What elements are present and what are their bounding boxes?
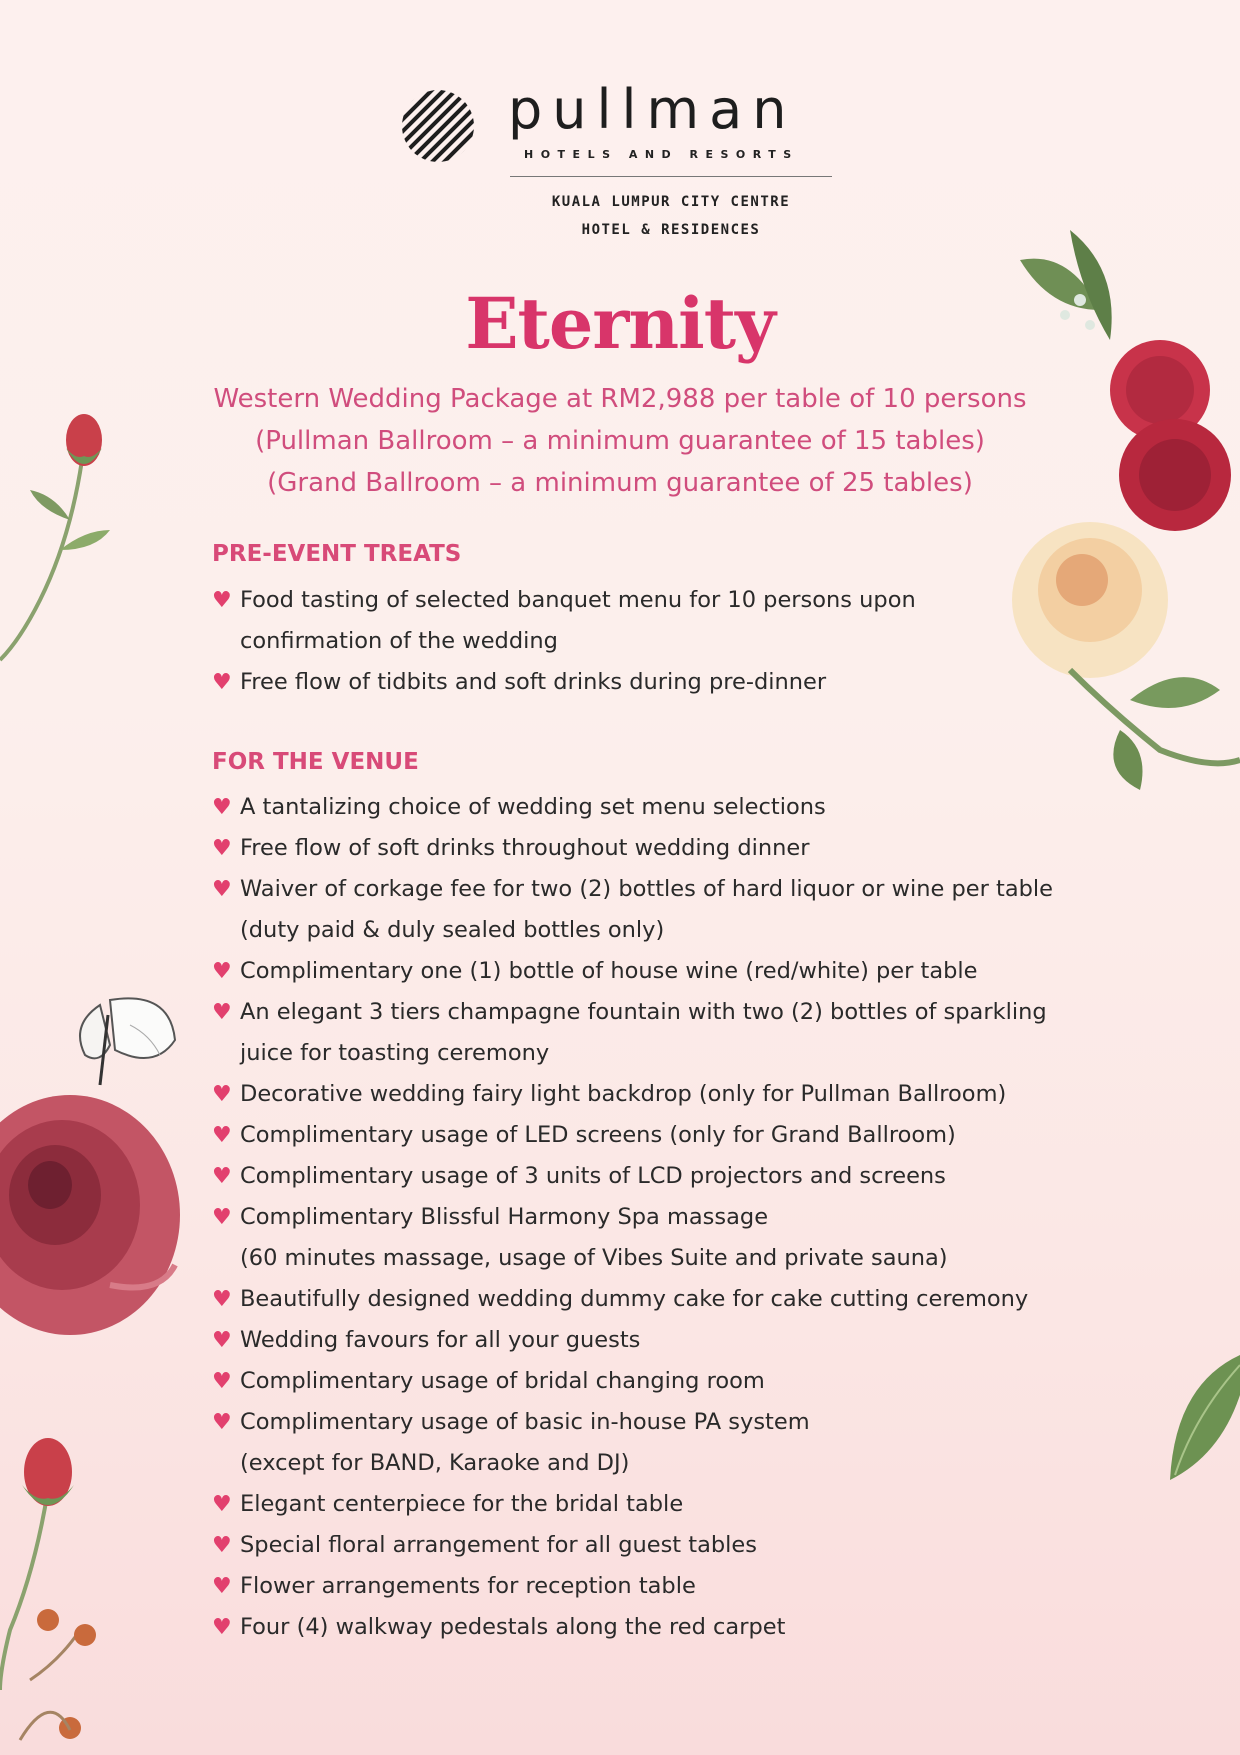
heart-icon: ♥ bbox=[212, 1615, 232, 1640]
rose-bud-left-top-decoration bbox=[0, 400, 130, 680]
logo-divider bbox=[510, 176, 832, 177]
list-item: ♥ Four (4) walkway pedestals along the red carpet bbox=[212, 1607, 1132, 1648]
list-item: ♥ Waiver of corkage fee for two (2) bottles of hard liquor or wine per table (duty paid & duly sealed bottles only) bbox=[212, 869, 1132, 951]
list-item: ♥ Complimentary usage of 3 units of LCD projectors and screens bbox=[212, 1156, 1132, 1197]
heart-icon: ♥ bbox=[212, 959, 232, 984]
heart-icon: ♥ bbox=[212, 588, 232, 613]
heart-icon: ♥ bbox=[212, 1123, 232, 1148]
heart-icon: ♥ bbox=[212, 1492, 232, 1517]
list-item: ♥ A tantalizing choice of wedding set menu selections bbox=[212, 787, 1132, 828]
list-item: ♥ Decorative wedding fairy light backdrop (only for Pullman Ballroom) bbox=[212, 1074, 1132, 1115]
list-item: ♥ An elegant 3 tiers champagne fountain with two (2) bottles of sparkling juice for toasting ceremony bbox=[212, 992, 1132, 1074]
section-heading-venue: FOR THE VENUE bbox=[212, 749, 419, 775]
subtitle-line-1: Western Wedding Package at RM2,988 per table of 10 persons bbox=[213, 384, 1027, 414]
subtitle-line-3: (Grand Ballroom – a minimum guarantee of 25 tables) bbox=[267, 468, 973, 498]
pullman-logo bbox=[400, 78, 840, 242]
list-item: ♥ Food tasting of selected banquet menu for 10 persons upon confirmation of the wedding bbox=[212, 580, 1132, 662]
heart-icon: ♥ bbox=[212, 670, 232, 695]
brand-wordmark: pullman bbox=[508, 78, 797, 141]
heart-icon: ♥ bbox=[212, 1287, 232, 1312]
large-rose-left-decoration bbox=[0, 1085, 185, 1345]
list-item: ♥ Free flow of soft drinks throughout wedding dinner bbox=[212, 828, 1132, 869]
list-item: ♥ Wedding favours for all your guests bbox=[212, 1320, 1132, 1361]
list-item: ♥ Free flow of tidbits and soft drinks during pre-dinner bbox=[212, 662, 1132, 703]
heart-icon: ♥ bbox=[212, 836, 232, 861]
list-item: ♥ Flower arrangements for reception table bbox=[212, 1566, 1132, 1607]
heart-icon: ♥ bbox=[212, 1369, 232, 1394]
venue-list bbox=[212, 787, 1132, 1648]
location-line-2: HOTEL & RESIDENCES bbox=[581, 222, 761, 238]
list-item: ♥ Complimentary one (1) bottle of house wine (red/white) per table bbox=[212, 951, 1132, 992]
rose-bud-left-bottom-decoration bbox=[0, 1430, 120, 1755]
heart-icon: ♥ bbox=[212, 1205, 232, 1230]
pullman-striped-circle-icon bbox=[400, 88, 476, 164]
heart-icon: ♥ bbox=[212, 1164, 232, 1189]
heart-icon: ♥ bbox=[212, 877, 232, 902]
list-item: ♥ Special floral arrangement for all guest tables bbox=[212, 1525, 1132, 1566]
list-item: ♥ Complimentary usage of LED screens (only for Grand Ballroom) bbox=[212, 1115, 1132, 1156]
leaf-right-bottom-decoration bbox=[1165, 1355, 1240, 1485]
heart-icon: ♥ bbox=[212, 1082, 232, 1107]
list-item: ♥ Complimentary usage of bridal changing room bbox=[212, 1361, 1132, 1402]
subtitle-line-2: (Pullman Ballroom – a minimum guarantee of 15 tables) bbox=[255, 426, 985, 456]
butterfly-decoration bbox=[70, 985, 180, 1095]
heart-icon: ♥ bbox=[212, 1410, 232, 1435]
heart-icon: ♥ bbox=[212, 795, 232, 820]
pre-event-list bbox=[212, 580, 1132, 703]
list-item: ♥ Complimentary usage of basic in-house PA system (except for BAND, Karaoke and DJ) bbox=[212, 1402, 1132, 1484]
heart-icon: ♥ bbox=[212, 1574, 232, 1599]
heart-icon: ♥ bbox=[212, 1533, 232, 1558]
heart-icon: ♥ bbox=[212, 1328, 232, 1353]
package-subtitle bbox=[140, 378, 1100, 504]
list-item: ♥ Beautifully designed wedding dummy cake for cake cutting ceremony bbox=[212, 1279, 1132, 1320]
section-heading-pre-event: PRE-EVENT TREATS bbox=[212, 541, 462, 567]
list-item: ♥ Complimentary Blissful Harmony Spa massage (60 minutes massage, usage of Vibes Suite and private sauna) bbox=[212, 1197, 1132, 1279]
list-item: ♥ Elegant centerpiece for the bridal table bbox=[212, 1484, 1132, 1525]
brand-subtitle: HOTELS AND RESORTS bbox=[524, 148, 799, 161]
location-line-1: KUALA LUMPUR CITY CENTRE bbox=[551, 194, 791, 210]
heart-icon: ♥ bbox=[212, 1000, 232, 1025]
package-title: Eternity bbox=[465, 282, 775, 365]
